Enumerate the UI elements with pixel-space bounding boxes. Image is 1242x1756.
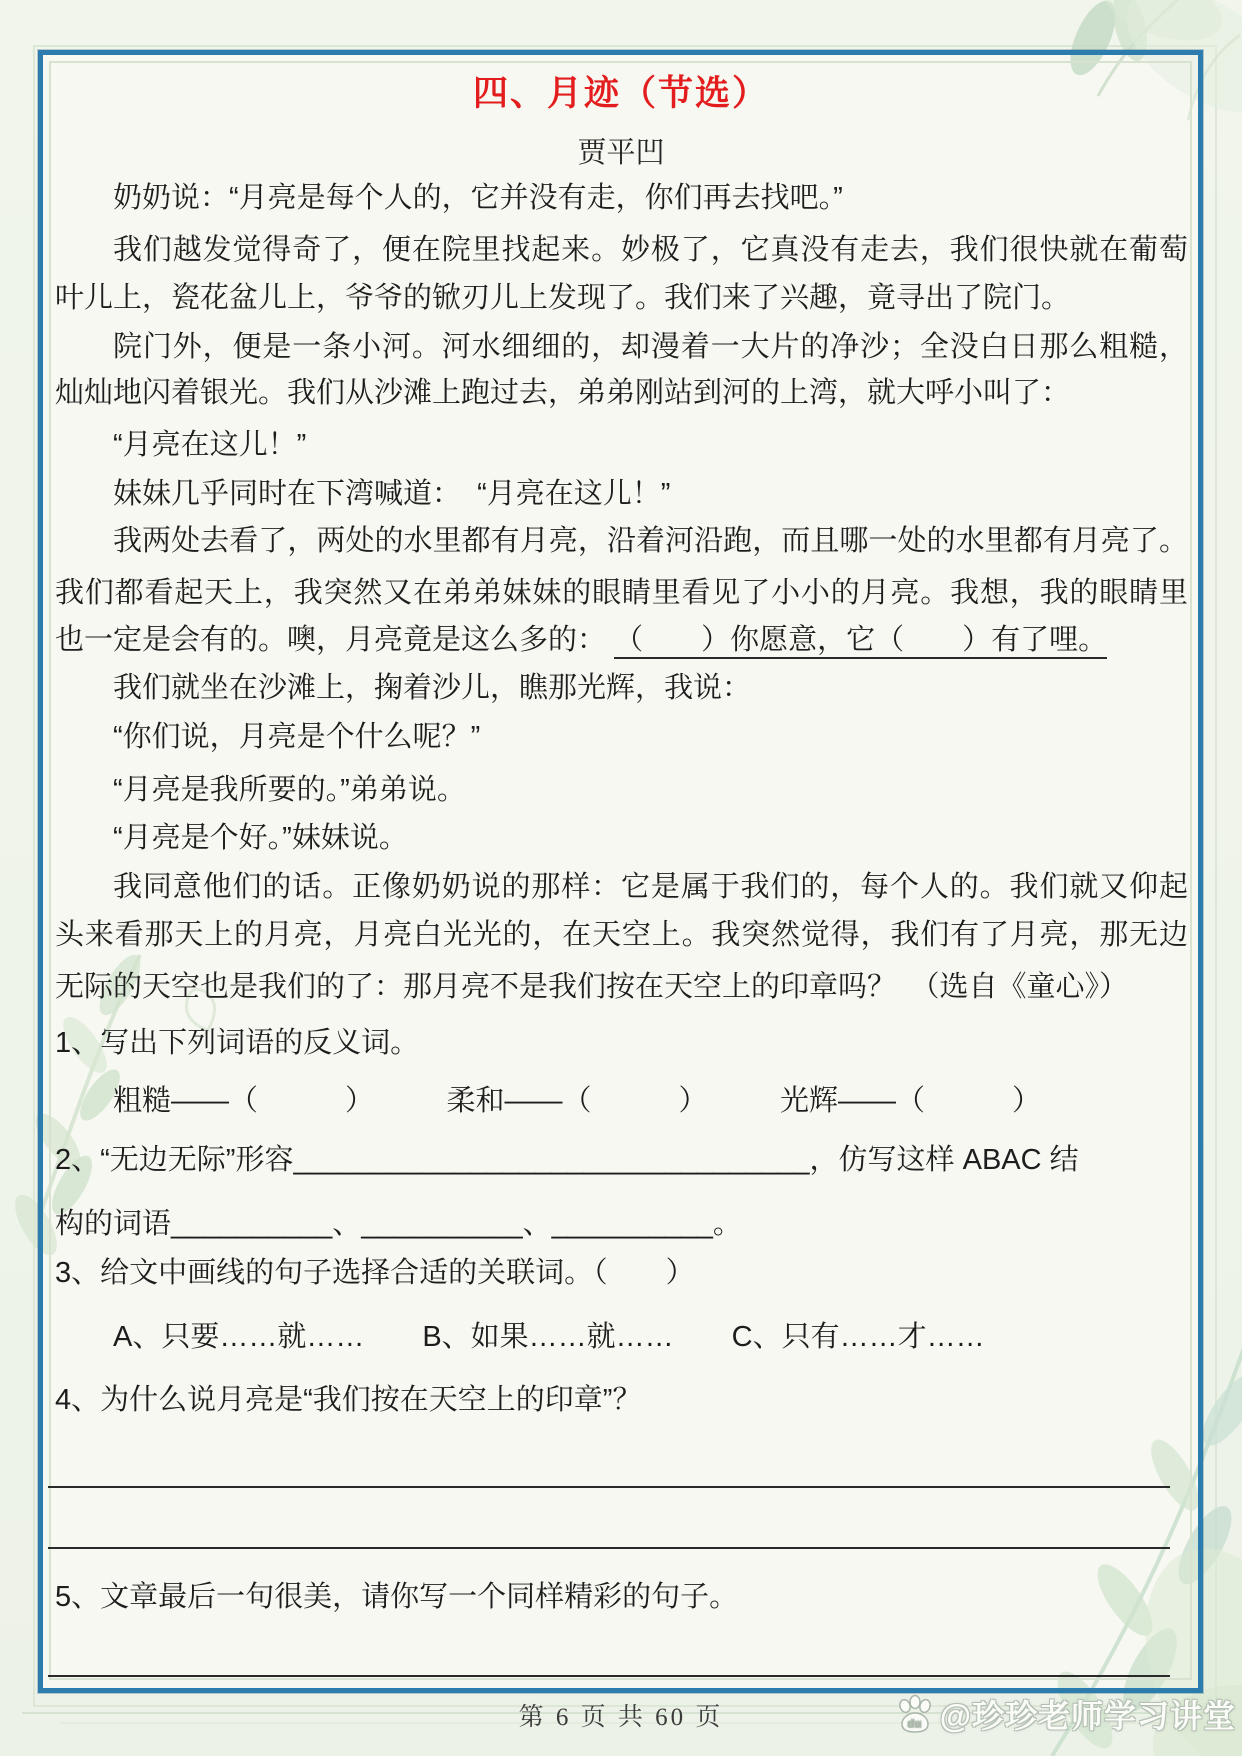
text-line: “月亮是个好。”妹妹说。 xyxy=(113,822,408,854)
text-line: 3、给文中画线的句子选择合适的关联词。（ ） xyxy=(55,1257,695,1289)
text-line: 1、写出下列词语的反义词。 xyxy=(55,1027,420,1059)
text-line: 我们越发觉得奇了，便在院里找起来。妙极了，它真没有走去，我们很快就在葡萄 xyxy=(113,234,1188,266)
text-line: “月亮在这儿！” xyxy=(113,429,307,461)
text-line: 院门外，便是一条小河。河水细细的，却漫着一大片的净沙；全没白日那么粗糙， xyxy=(113,331,1188,363)
text-line: 2、“无边无际”形容________________________________，仿写这样 ABAC 结 xyxy=(55,1144,1079,1176)
text-line: “你们说，月亮是个什么呢？” xyxy=(113,721,481,753)
answer-line-2 xyxy=(48,1547,1170,1549)
text-line: 构的词语__________、__________、__________。 xyxy=(55,1208,742,1240)
text-line: 4、为什么说月亮是“我们按在天空上的印章”？ xyxy=(55,1384,642,1416)
author-name: 贾平凹 xyxy=(577,137,665,169)
watermark xyxy=(895,1691,1236,1737)
text-line: 我同意他们的话。正像奶奶说的那样：它是属于我们的，每个人的。我们就又仰起 xyxy=(113,871,1188,903)
text-line: 叶儿上，瓷花盆儿上，爷爷的锨刃儿上发现了。我们来了兴趣，竟寻出了院门。 xyxy=(55,282,1071,314)
answer-line-1 xyxy=(48,1486,1170,1488)
page-number: 第 6 页 共 60 页 xyxy=(518,1704,724,1731)
watermark-text: @珍珍老师学习讲堂 xyxy=(939,1698,1236,1734)
text-line: 也一定是会有的。噢，月亮竟是这么多的： （ ）你愿意，它（ ）有了哩。 xyxy=(55,616,1188,664)
page-title: 四、月迹（节选） xyxy=(472,74,769,113)
underline-blank: （ ）你愿意，它（ ）有了哩。 xyxy=(614,624,1107,659)
text-line: 灿灿地闪着银光。我们从沙滩上跑过去，弟弟刚站到河的上湾，就大呼小叫了： xyxy=(55,377,1071,409)
text-line: 我们都看起天上，我突然又在弟弟妹妹的眼睛里看见了小小的月亮。我想，我的眼睛里 xyxy=(55,577,1188,609)
text-line: 我们就坐在沙滩上，掬着沙儿，瞧那光辉，我说： xyxy=(113,672,752,704)
text-line: “月亮是我所要的。”弟弟说。 xyxy=(113,774,466,806)
text-line: 奶奶说：“月亮是每个人的，它并没有走，你们再去找吧。” xyxy=(113,182,843,214)
text-line: 妹妹几乎同时在下湾喊道： “月亮在这儿！” xyxy=(113,478,671,510)
text-line: A、只要……就…… B、如果……就…… C、只有……才…… xyxy=(113,1321,985,1353)
text-line: 我两处去看了，两处的水里都有月亮，沿着河沿跑，而且哪一处的水里都有月亮了。 xyxy=(113,525,1188,557)
paw-icon xyxy=(895,1693,937,1735)
paw-icon-label: du xyxy=(907,1719,922,1730)
text-line: 无际的天空也是我们的了：那月亮不是我们按在天空上的印章吗？ （选自《童心》） xyxy=(55,971,1129,1003)
answer-line-3 xyxy=(48,1675,1170,1677)
text-line: 5、文章最后一句很美，请你写一个同样精彩的句子。 xyxy=(55,1581,739,1613)
text-line: 头来看那天上的月亮，月亮白光光的，在天空上。我突然觉得，我们有了月亮，那无边 xyxy=(55,919,1188,951)
text-line: 粗糙——（ ） 柔和——（ ） 光辉——（ ） xyxy=(113,1085,1042,1117)
